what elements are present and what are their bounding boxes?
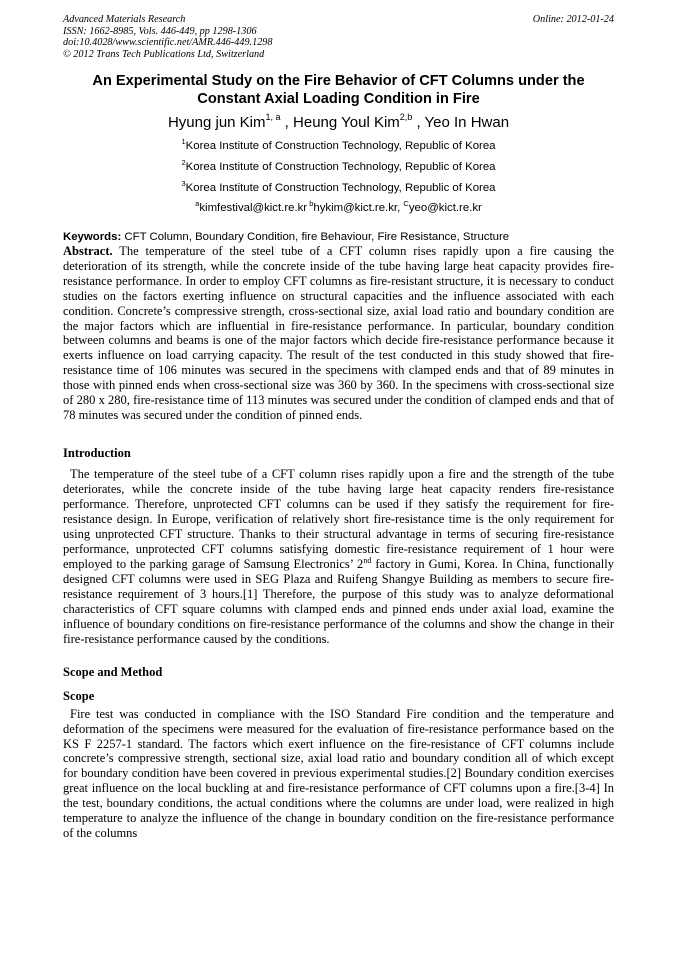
affiliation-text: Korea Institute of Construction Technology, Republic of Korea <box>185 140 496 153</box>
author-separator: , <box>412 114 425 132</box>
introduction-heading: Introduction <box>63 446 131 461</box>
author-1-marker: 1, a <box>265 112 281 123</box>
keywords-text: CFT Column, Boundary Condition, fire Behaviour, Fire Resistance, Structure <box>121 230 510 243</box>
online-date: Online: 2012-01-24 <box>532 14 614 25</box>
affiliation-marker: 1 <box>181 137 186 147</box>
introduction-paragraph <box>63 467 614 646</box>
email-a: kimfestival@kict.re.kr <box>199 202 308 215</box>
email-marker-b: b <box>307 199 314 209</box>
email-b: hykim@kict.re.kr, <box>313 202 404 215</box>
author-1: Hyung jun Kim <box>167 114 266 132</box>
paper-title <box>63 72 614 108</box>
author-2-marker: 2,b <box>399 112 413 123</box>
scope-and-method-heading: Scope and Method <box>63 664 163 679</box>
email-c: yeo@kict.re.kr <box>408 202 482 215</box>
author-separator: , <box>280 114 294 132</box>
scope-paragraph: Fire test was conducted in compliance with the ISO Standard Fire condition and the temperature and deformation of the specimens were measured for the evaluation of fire-resistance performance based on the KS F 2257-1 standard. The factors which exert influence on the fire-resistance of CFT columns include concrete’s compressive strength, sectional size, axial load ratio and boundary condition all of which except for boundary condition have been covered in previous experimental studies.[2] Boundary condition exercises great influence on the local buckling at and fire-resistance performance of CFT columns upon a fire.[3-4] In the test, boundary conditions, the actual conditions where the columns are under load, were realized in high temperature to analyze the influence of the change in boundary condition on the fire-resistance performance of the columns <box>63 706 614 841</box>
author-3: Yeo In Hwan <box>424 114 510 132</box>
journal-name: Advanced Materials Research <box>63 14 186 25</box>
keywords <box>63 230 614 244</box>
affiliation-text: Korea Institute of Construction Technology, Republic of Korea <box>185 181 496 194</box>
intro-text-2: factory in Gumi, Korea. In China, functionally designed CFT columns were used in SEG Plaza and Ruifeng Shangye Building as members to secure fire-resistance requirement of 3 hours.[1] Therefore, the purpose of this study was to analyze deformational characteristics of CFT square columns with clamped ends and pinned ends under axial load, examine the influence of boundary conditions on fire-resistance performance of the columns and show the change in their fire-resistance performance caused by the conditions. <box>63 556 614 646</box>
paper-page <box>63 14 614 841</box>
intro-text-1: The temperature of the steel tube of a CFT column rises rapidly upon a fire and the strength of the tube deteriorates, while the concrete inside of the tube having large heat capacity renders fire-resistance performance. Therefore, unprotected CFT columns can be used if they satisfy the requirement for fire-resistance design. In Europe, verification of relatively short fire-resistance time is the only requirement for using unprotected CFT structure. Thanks to their structural advantage in terms of securing fire-resistance performance, unprotected CFT columns satisfying domestic fire-resistance requirement of 1 hour were employed to the parking garage of Samsung Electronics’ 2 <box>63 467 614 571</box>
affiliations <box>63 136 614 218</box>
affiliation-2 <box>63 157 614 178</box>
keywords-label: Keywords: <box>63 230 122 243</box>
title-line-1: An Experimental Study on the Fire Behavior of CFT Columns under the <box>92 73 585 90</box>
email-line <box>63 198 614 219</box>
affiliation-marker: 3 <box>181 178 186 188</box>
affiliation-text: Korea Institute of Construction Technology, Republic of Korea <box>185 160 496 173</box>
issn-line: ISSN: 1662-8985, Vols. 446-449, pp 1298-1306 <box>63 25 257 37</box>
email-marker-c: C <box>403 199 409 209</box>
abstract-label: Abstract. <box>63 243 113 258</box>
author-2: Heung Youl Kim <box>293 114 400 132</box>
affiliation-1 <box>63 136 614 157</box>
scope-heading: Scope <box>63 688 95 703</box>
email-marker-a: a <box>195 199 200 209</box>
copyright-line: © 2012 Trans Tech Publications Ltd, Switzerland <box>63 48 265 60</box>
abstract <box>63 244 614 423</box>
title-line-2: Constant Axial Loading Condition in Fire <box>197 91 480 108</box>
doi-line: doi:10.4028/www.scientific.net/AMR.446-449.1298 <box>63 37 273 49</box>
affiliation-3 <box>63 178 614 199</box>
ordinal-suffix: nd <box>363 555 372 565</box>
journal-header <box>63 14 614 60</box>
author-list <box>63 113 614 133</box>
abstract-text: The temperature of the steel tube of a CFT column rises rapidly upon a fire causing the deterioration of its strength, while the concrete inside of the tube having large heat capacity provides fire-resistance performance. In order to employ CFT columns as fire-resistant structure, it is necessary to conduct studies on the factors exerting influence on structural capacities and the influence associated with each condition. Concrete’s compressive strength, cross-sectional size, axial load ratio and boundary condition are the major factors which are influential in fire-resistance performance. In particular, boundary condition between columns and beams is one of the major factors which decide fire-resistance performance because it exerts influence on load carrying capacity. The result of the test conducted in this study showed that fire-resistance time of 106 minutes was secured in the specimens with clamped ends and that of 89 minutes in those with pinned ends when cross-sectional size was 360 by 360. In the specimens with cross-sectional size of 280 x 280, fire-resistance time of 113 minutes was secured under the condition of clamped ends and that of 78 minutes was secured under the condition of pinned ends. <box>63 243 614 423</box>
affiliation-marker: 2 <box>181 157 186 167</box>
